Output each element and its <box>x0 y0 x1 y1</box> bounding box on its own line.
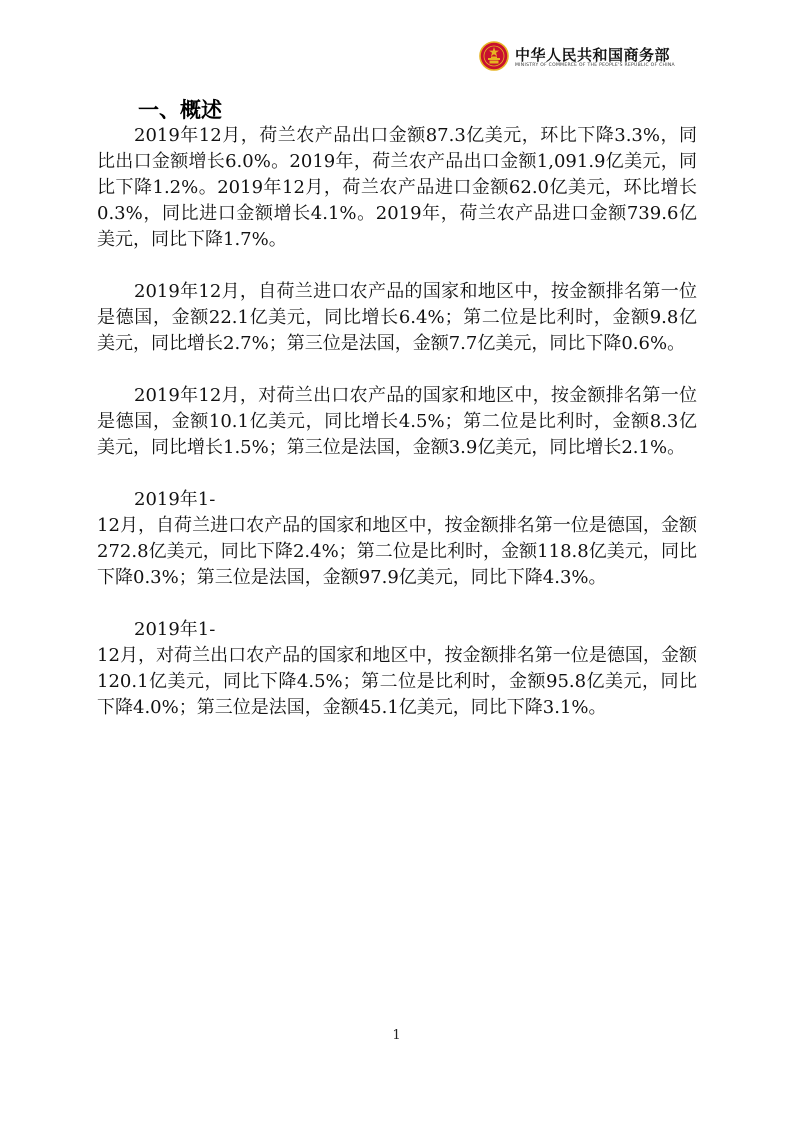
ministry-logo <box>479 40 739 76</box>
paragraph-export-annual <box>97 617 697 721</box>
paragraph-import-december: 2019年12月，自荷兰进口农产品的国家和地区中，按金额排名第一位是德国，金额22.1亿美元，同比增长6.4%；第二位是比利时，金额9.8亿美元，同比增长2.7%；第三位是法国，金额7.7亿美元，同比下降0.6%。 <box>97 281 697 354</box>
paragraph-import-annual-rest: 12月，自荷兰进口农产品的国家和地区中，按金额排名第一位是德国，金额272.8亿美元，同比下降2.4%；第二位是比利时，金额118.8亿美元，同比下降0.3%；第三位是法国，金额97.9亿美元，同比下降4.3%。 <box>97 515 697 588</box>
ministry-name-english: MINISTRY OF COMMERCE OF THE PEOPLE'S REPUBLIC OF CHINA <box>515 63 675 68</box>
page-number: 1 <box>392 1028 401 1043</box>
paragraph-export-annual-rest: 12月，对荷兰出口农产品的国家和地区中，按金额排名第一位是德国，金额120.1亿美元，同比下降4.5%；第二位是比利时，金额95.8亿美元，同比下降4.0%；第三位是法国，金额45.1亿美元，同比下降3.1%。 <box>97 645 697 718</box>
paragraph-export-december: 2019年12月，对荷兰出口农产品的国家和地区中，按金额排名第一位是德国，金额10.1亿美元，同比增长4.5%；第二位是比利时，金额8.3亿美元，同比增长1.5%；第三位是法国，金额3.9亿美元，同比增长2.1%。 <box>97 385 697 458</box>
paragraph-export-annual-first-line: 2019年1- <box>134 619 216 640</box>
ministry-name-chinese: 中华人民共和国商务部 <box>515 46 671 64</box>
section-title: 一、概述 <box>138 98 222 122</box>
document-body <box>97 123 697 747</box>
national-emblem-icon <box>479 41 509 71</box>
paragraph-import-annual-first-line: 2019年1- <box>134 489 216 510</box>
paragraph-import-annual <box>97 487 697 591</box>
paragraph-overview: 2019年12月，荷兰农产品出口金额87.3亿美元，环比下降3.3%，同比出口金额增长6.0%。2019年，荷兰农产品出口金额1,091.9亿美元，同比下降1.2%。2019年12月，荷兰农产品进口金额62.0亿美元，环比增长0.3%，同比进口金额增长4.1%。2019年，荷兰农产品进口金额739.6亿美元，同比下降1.7%。 <box>97 125 697 250</box>
